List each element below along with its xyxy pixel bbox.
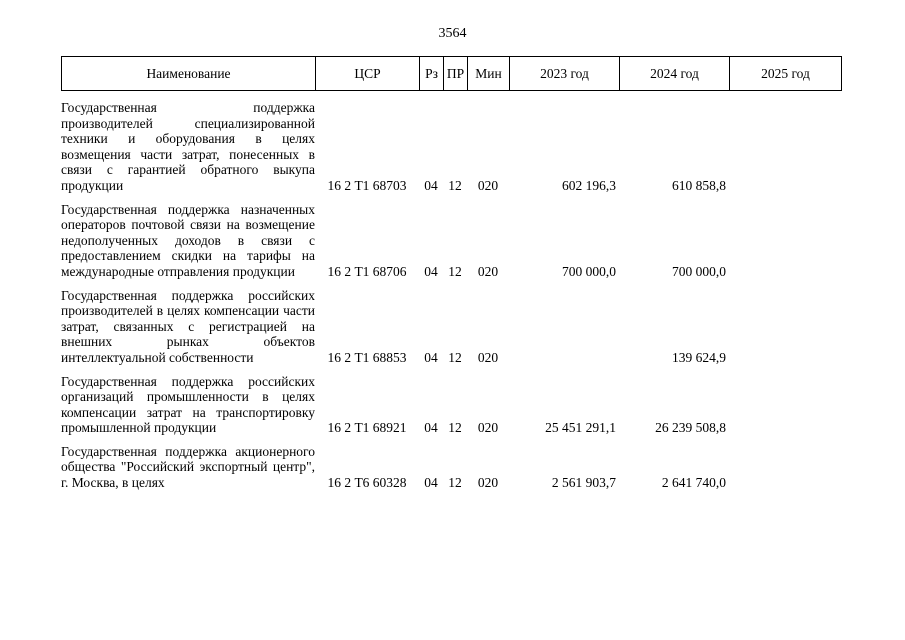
row-csr: 16 2 Т1 68921 <box>327 420 407 436</box>
row-name: Государственная поддержка производителей специализированной техники и оборудования в целях возмещения части затрат, понесенных в связи с гарантией обратного выкупа продукции <box>61 100 315 193</box>
table-row <box>61 202 841 280</box>
row-csr: 16 2 Т6 60328 <box>327 475 407 491</box>
row-min: 020 <box>477 263 499 279</box>
row-pr: 12 <box>448 475 462 491</box>
header-csr: ЦСР <box>316 57 420 91</box>
row-pr: 12 <box>448 349 462 365</box>
row-csr: 16 2 Т1 68853 <box>327 349 407 365</box>
table-row <box>61 288 841 366</box>
header-rz: Рз <box>420 57 444 91</box>
row-2024: 700 000,0 <box>672 263 726 279</box>
row-2024: 26 239 508,8 <box>655 420 726 436</box>
row-2024: 139 624,9 <box>672 349 726 365</box>
row-name: Государственная поддержка российских организаций промышленности в целях компенсации затрат на транспортировку промышленной продукции <box>61 373 315 436</box>
row-pr: 12 <box>448 177 462 193</box>
row-rz: 04 <box>424 420 438 436</box>
row-min: 020 <box>477 420 499 436</box>
row-csr: 16 2 Т1 68703 <box>327 177 407 193</box>
row-csr: 16 2 Т1 68706 <box>327 263 407 279</box>
table-row <box>61 100 841 194</box>
row-2024: 610 858,8 <box>672 177 726 193</box>
row-name: Государственная поддержка российских производителей в целях компенсации части затрат, связанных с регистрацией на внешних рынках объектов интеллектуальной собственности <box>61 287 315 365</box>
header-2023: 2023 год <box>510 57 620 91</box>
row-min: 020 <box>477 475 499 491</box>
row-2023: 25 451 291,1 <box>545 420 616 436</box>
row-name: Государственная поддержка назначенных операторов почтовой связи на возмещение недополученных доходов в связи с предоставлением скидки на тарифы на международные отправления продукции <box>61 201 315 279</box>
row-rz: 04 <box>424 263 438 279</box>
header-2025: 2025 год <box>730 57 842 91</box>
row-min: 020 <box>477 177 499 193</box>
page-number: 3564 <box>438 26 467 41</box>
table-row <box>61 444 841 491</box>
row-2023: 2 561 903,7 <box>551 475 616 491</box>
table-header <box>61 56 842 91</box>
row-rz: 04 <box>424 177 438 193</box>
row-pr: 12 <box>448 420 462 436</box>
row-pr: 12 <box>448 263 462 279</box>
header-pr: ПР <box>444 57 468 91</box>
row-2024: 2 641 740,0 <box>661 475 726 491</box>
row-2023: 700 000,0 <box>562 263 616 279</box>
header-min: Мин <box>468 57 510 91</box>
table-row <box>61 374 841 436</box>
row-name: Государственная поддержка акционерного общества "Российский экспортный центр", г. Москва, в целях <box>61 443 315 491</box>
row-rz: 04 <box>424 349 438 365</box>
row-min: 020 <box>477 349 499 365</box>
row-rz: 04 <box>424 475 438 491</box>
header-name: Наименование <box>62 57 316 91</box>
header-2024: 2024 год <box>620 57 730 91</box>
table-body <box>61 100 841 499</box>
row-2023: 602 196,3 <box>562 177 616 193</box>
